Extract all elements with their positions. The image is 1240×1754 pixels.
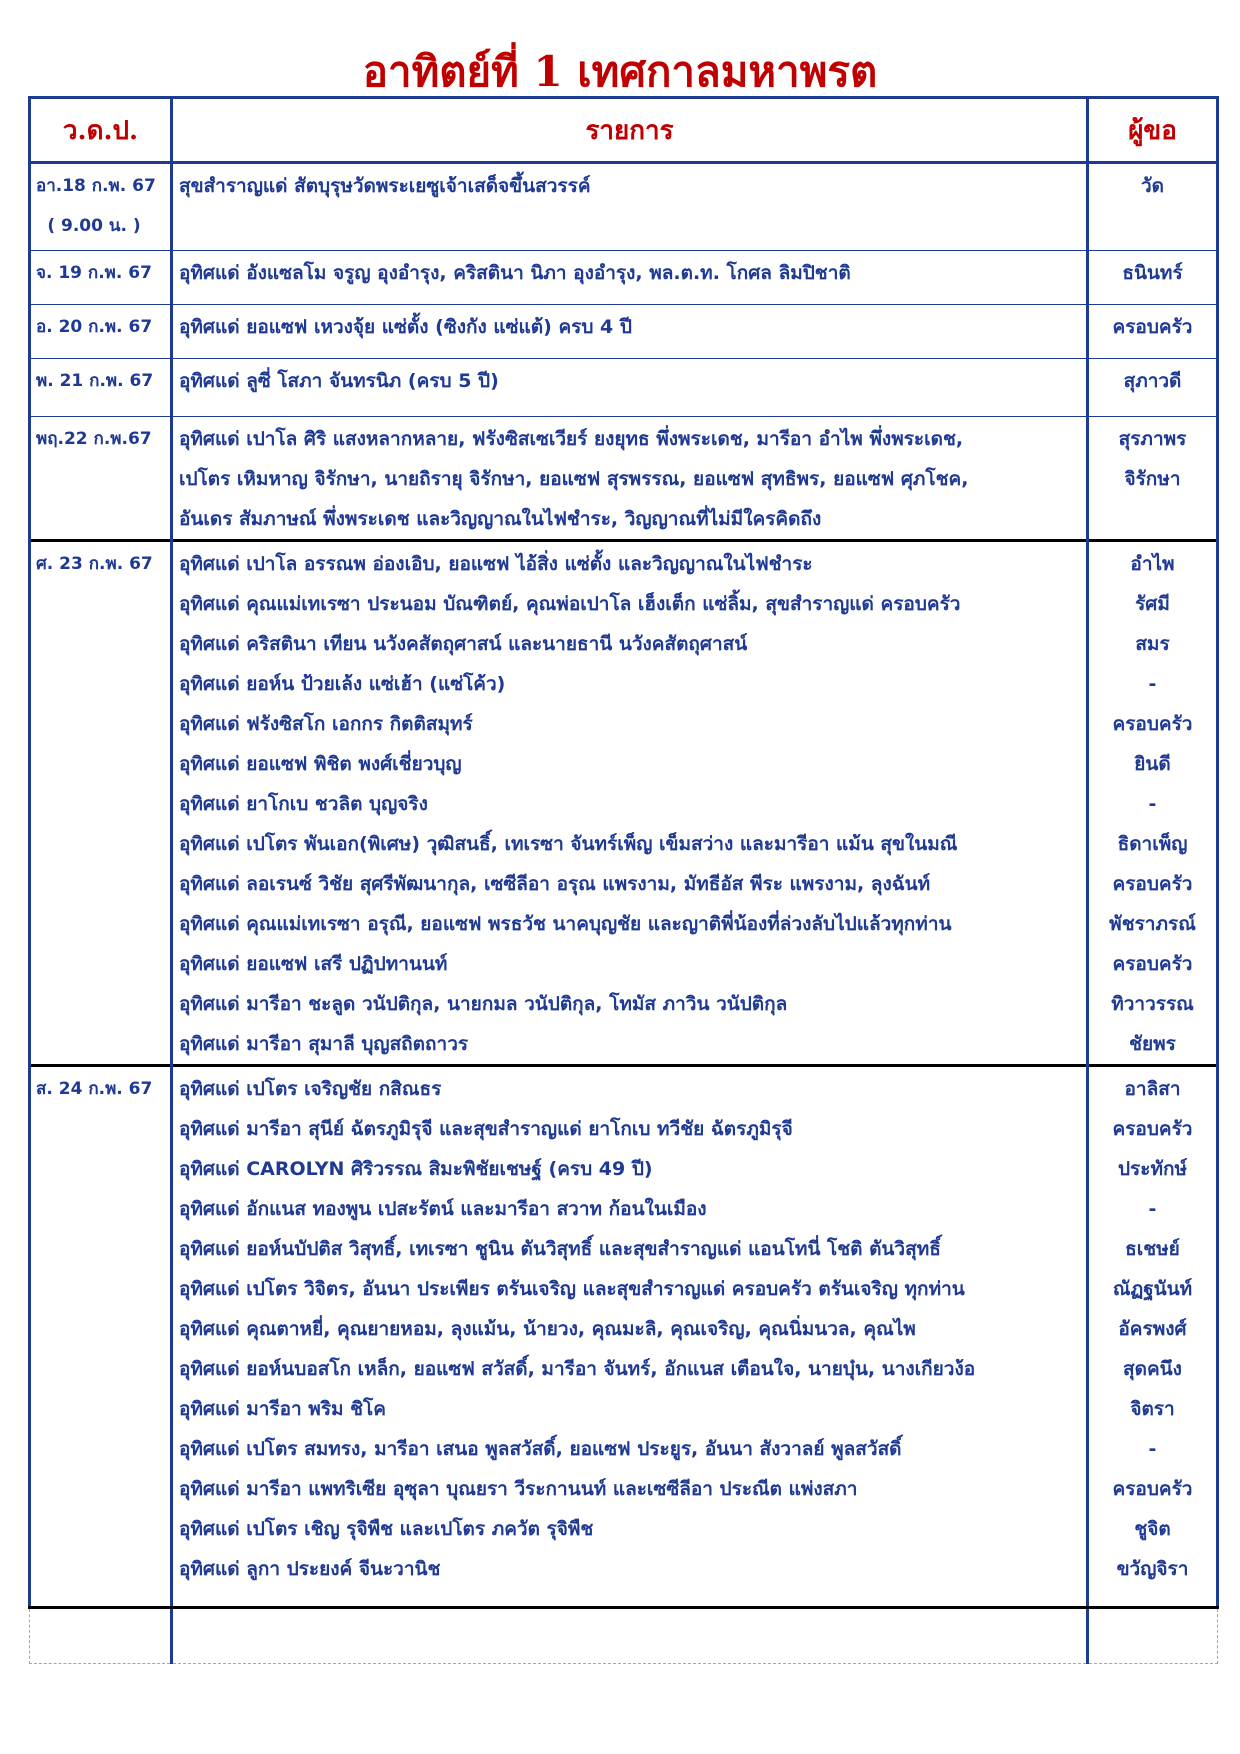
intention-line: อันเดร สัมภาษณ์ พึ่งพระเดช และวิญญาณในไฟชำระ, วิญญาณที่ไม่มีใครคิดถึง xyxy=(179,508,822,530)
requester-name: - xyxy=(1148,673,1157,695)
requester-name: ครอบครัว xyxy=(1112,1478,1193,1500)
row-date xyxy=(30,417,172,541)
requester-name: วัด xyxy=(1140,175,1164,197)
requester-name: ธเชษย์ xyxy=(1125,1238,1180,1260)
requester-name: - xyxy=(1148,793,1157,815)
row-date xyxy=(30,541,172,1066)
row-items xyxy=(172,251,1088,305)
intention-line: อุทิศแด่ ยอแซฟ เหวงจุ้ย แซ่ตั้ง (ซิงกัง แซ่แต้) ครบ 4 ปี xyxy=(179,316,632,338)
requester-name: ครอบครัว xyxy=(1112,1118,1193,1140)
table-header-row xyxy=(30,98,1218,163)
intention-line: อุทิศแด่ คุณแม่เทเรซา ประนอม บัณฑิตย์, คุณพ่อเปาโล เฮ็งเต็ก แซ่ลิ้ม, สุขสำราญแด่ ครอบครัว xyxy=(179,593,961,615)
requester-name: ครอบครัว xyxy=(1112,953,1193,975)
row-requesters xyxy=(1088,541,1218,1066)
intention-line: อุทิศแด่ เปโตร สมทรง, มารีอา เสนอ พูลสวัสดิ์, ยอแซฟ ประยูร, อันนา สังวาลย์ พูลสวัสดิ์ xyxy=(179,1438,902,1460)
intention-line: อุทิศแด่ ยาโกเบ ชวลิต บุญจริง xyxy=(179,793,428,815)
row-requesters xyxy=(1088,163,1218,251)
header-items: รายการ xyxy=(172,98,1088,163)
date-text: จ. 19 ก.พ. 67 xyxy=(36,263,152,283)
row-items xyxy=(172,541,1088,1066)
requester-name: สุรภาพร xyxy=(1118,428,1187,450)
row-requesters xyxy=(1088,417,1218,541)
requester-name: สุภาวดี xyxy=(1123,370,1182,392)
intention-line: อุทิศแด่ อักแนส ทองพูน เปสะรัตน์ และมารีอา สวาท ก้อนในเมือง xyxy=(179,1198,707,1220)
table-row xyxy=(30,305,1218,359)
empty-cell xyxy=(172,1608,1088,1664)
table-row xyxy=(30,417,1218,541)
row-date xyxy=(30,163,172,251)
page-title: อาทิตย์ที่ 1 เทศกาลมหาพรต xyxy=(362,47,878,96)
table-row xyxy=(30,1066,1218,1608)
intention-line: อุทิศแด่ เปาโล ศิริ แสงหลากหลาย, ฟรังซิสเซเวียร์ ยงยุทธ พึ่งพระเดช, มารีอา อำไพ พึ่งพระเดช, xyxy=(179,428,964,450)
intention-line: อุทิศแด่ ยอแซฟ พิชิต พงศ์เชี่ยวบุญ xyxy=(179,753,462,775)
table-body xyxy=(30,163,1218,1664)
table-row xyxy=(30,163,1218,251)
row-items xyxy=(172,305,1088,359)
intention-line: อุทิศแด่ เปโตร วิจิตร, อันนา ประเพียร ตรันเจริญ และสุขสำราญแด่ ครอบครัว ตรันเจริญ ทุกท่าน xyxy=(179,1278,965,1300)
requester-name: ทิวาวรรณ xyxy=(1111,993,1194,1015)
mass-intention-table xyxy=(28,96,1219,1664)
requester-name: - xyxy=(1148,1438,1157,1460)
row-items xyxy=(172,359,1088,417)
header-date: ว.ด.ป. xyxy=(30,98,172,163)
header-requester: ผู้ขอ xyxy=(1088,98,1218,163)
requester-name: สมร xyxy=(1135,633,1170,655)
intention-line: อุทิศแด่ คุณตาหยี่, คุณยายหอม, ลุงแม้น, น้ายวง, คุณมะลิ, คุณเจริญ, คุณนิ่มนวล, คุณไพ xyxy=(179,1318,916,1340)
date-text: ศ. 23 ก.พ. 67 xyxy=(36,554,153,574)
intention-line: อุทิศแด่ ยอห์นบอสโก เหล็ก, ยอแซฟ สวัสดิ์, มารีอา จันทร์, อักแนส เตือนใจ, นายบุ๋น, นางเกียวง้อ xyxy=(179,1358,976,1380)
row-items xyxy=(172,1066,1088,1608)
requester-name: - xyxy=(1148,1198,1157,1220)
requester-name: จิตรา xyxy=(1130,1398,1175,1420)
requester-name: อัครพงศ์ xyxy=(1118,1318,1187,1340)
row-date xyxy=(30,251,172,305)
requester-name: ธิดาเพ็ญ xyxy=(1117,833,1188,855)
intention-line: อุทิศแด่ เปโตร เจริญชัย กสิณธร xyxy=(179,1078,442,1100)
requester-name: ชูจิต xyxy=(1134,1518,1171,1540)
requester-name: รัศมี xyxy=(1135,593,1170,615)
intention-line: อุทิศแด่ เปาโล อรรณพ อ่องเอิบ, ยอแซฟ ไอ้สิ่ง แซ่ตั้ง และวิญญาณในไฟชำระ xyxy=(179,553,813,575)
requester-name: จิรักษา xyxy=(1124,468,1181,490)
requester-name: ประทักษ์ xyxy=(1117,1158,1188,1180)
intention-line: อุทิศแด่ มารีอา สุมาลี บุญสถิตถาวร xyxy=(179,1033,469,1055)
row-requesters xyxy=(1088,359,1218,417)
intention-line: อุทิศแด่ มารีอา แพทริเซีย อุซุลา บุณยรา วีระกานนท์ และเซซีลีอา ประณีต แพ่งสภา xyxy=(179,1478,858,1500)
intention-line: อุทิศแด่ เปโตร พันเอก(พิเศษ) วุฒิสนธิ์, เทเรซา จันทร์เพ็ญ เข็มสว่าง และมารีอา แม้น สุขในมณี xyxy=(179,833,958,855)
empty-cell xyxy=(30,1608,172,1664)
row-requesters xyxy=(1088,305,1218,359)
intention-line: เปโตร เหิมหาญ จิรักษา, นายถิรายุ จิรักษา, ยอแซฟ สุรพรรณ, ยอแซฟ สุทธิพร, ยอแซฟ ศุภโชค, xyxy=(179,468,969,490)
requester-name: สุดคนึง xyxy=(1123,1358,1182,1380)
date-text: ส. 24 ก.พ. 67 xyxy=(36,1079,153,1099)
requester-name: ณัฏฐนันท์ xyxy=(1112,1278,1193,1300)
intention-line: อุทิศแด่ คริสตินา เทียน นวังคสัตถุศาสน์ และนายธานี นวังคสัตถุศาสน์ xyxy=(179,633,748,655)
row-date xyxy=(30,1066,172,1608)
intention-line: สุขสำราญแด่ สัตบุรุษวัดพระเยซูเจ้าเสด็จขึ้นสวรรค์ xyxy=(179,175,591,197)
requester-name: อาลิสา xyxy=(1124,1078,1181,1100)
table-row xyxy=(30,541,1218,1066)
requester-name: พัชราภรณ์ xyxy=(1109,913,1196,935)
date-text: อ. 20 ก.พ. 67 xyxy=(36,317,153,337)
requester-name: อำไพ xyxy=(1130,553,1175,575)
requester-name: ครอบครัว xyxy=(1112,316,1193,338)
intention-line: อุทิศแด่ เปโตร เชิญ รุจิพืช และเปโตร ภควัต รุจิพืช xyxy=(179,1518,594,1540)
row-requesters xyxy=(1088,251,1218,305)
requester-name: ขวัญจิรา xyxy=(1116,1558,1189,1580)
intention-line: อุทิศแด่ CAROLYN ศิริวรรณ สิมะพิชัยเชษฐ์ (ครบ 49 ปี) xyxy=(179,1158,653,1180)
empty-row xyxy=(30,1608,1218,1664)
row-items xyxy=(172,417,1088,541)
intention-line: อุทิศแด่ ยอห์น ป้วยเล้ง แซ่เฮ้า (แซ่โค้ว) xyxy=(179,673,506,695)
row-items xyxy=(172,163,1088,251)
table-row xyxy=(30,251,1218,305)
date-text: พ. 21 ก.พ. 67 xyxy=(36,371,154,391)
intention-line: อุทิศแด่ ฟรังซิสโก เอกกร กิตติสมุทร์ xyxy=(179,713,473,735)
row-date xyxy=(30,359,172,417)
empty-cell xyxy=(1088,1608,1218,1664)
requester-name: ครอบครัว xyxy=(1112,713,1193,735)
intention-line: อุทิศแด่ ยอห์นบัปติส วิสุทธิ์, เทเรซา ชูนิน ตันวิสุทธิ์ และสุขสำราญแด่ แอนโทนี่ โชติ ตันวิสุทธิ์ xyxy=(179,1238,941,1260)
intention-line: อุทิศแด่ ลอเรนซ์ วิชัย สุศรีพัฒนากุล, เซซีลีอา อรุณ แพรงาม, มัทธีอัส พีระ แพรงาม, ลุงฉันท์ xyxy=(179,873,931,895)
requester-name: ครอบครัว xyxy=(1112,873,1193,895)
intention-line: อุทิศแด่ คุณแม่เทเรซา อรุณี, ยอแซฟ พรธวัช นาคบุญชัย และญาติพี่น้องที่ล่วงลับไปแล้วทุกท่าน xyxy=(179,913,952,935)
row-date xyxy=(30,305,172,359)
date-text: อา.18 ก.พ. 67 xyxy=(36,176,156,196)
row-requesters xyxy=(1088,1066,1218,1608)
requester-name: ยินดี xyxy=(1134,753,1171,775)
intention-line: อุทิศแด่ ลูซี่ โสภา จันทรนิภ (ครบ 5 ปี) xyxy=(179,370,499,392)
date-text: พฤ.22 ก.พ.67 xyxy=(36,429,152,449)
intention-line: อุทิศแด่ ลูกา ประยงค์ จีนะวานิช xyxy=(179,1558,441,1580)
requester-name: ชัยพร xyxy=(1129,1033,1176,1055)
table-row xyxy=(30,359,1218,417)
intention-line: อุทิศแด่ มารีอา ชะลูด วนัปติกุล, นายกมล วนัปติกุล, โทมัส ภาวิน วนัปติกุล xyxy=(179,993,788,1015)
intention-line: อุทิศแด่ อังแซลโม จรูญ อุงอำรุง, คริสตินา นิภา อุงอำรุง, พล.ต.ท. โกศล ลิมปิชาติ xyxy=(179,262,851,284)
date-time-text: ( 9.00 น. ) xyxy=(47,216,141,236)
intention-line: อุทิศแด่ มารีอา พริม ชิโค xyxy=(179,1398,386,1420)
intention-line: อุทิศแด่ มารีอา สุนีย์ ฉัตรภูมิรุจี และสุขสำราญแด่ ยาโกเบ ทวีชัย ฉัตรภูมิรุจี xyxy=(179,1118,793,1140)
requester-name: ธนินทร์ xyxy=(1122,262,1183,284)
intention-line: อุทิศแด่ ยอแซฟ เสรี ปฏิปทานนท์ xyxy=(179,953,448,975)
